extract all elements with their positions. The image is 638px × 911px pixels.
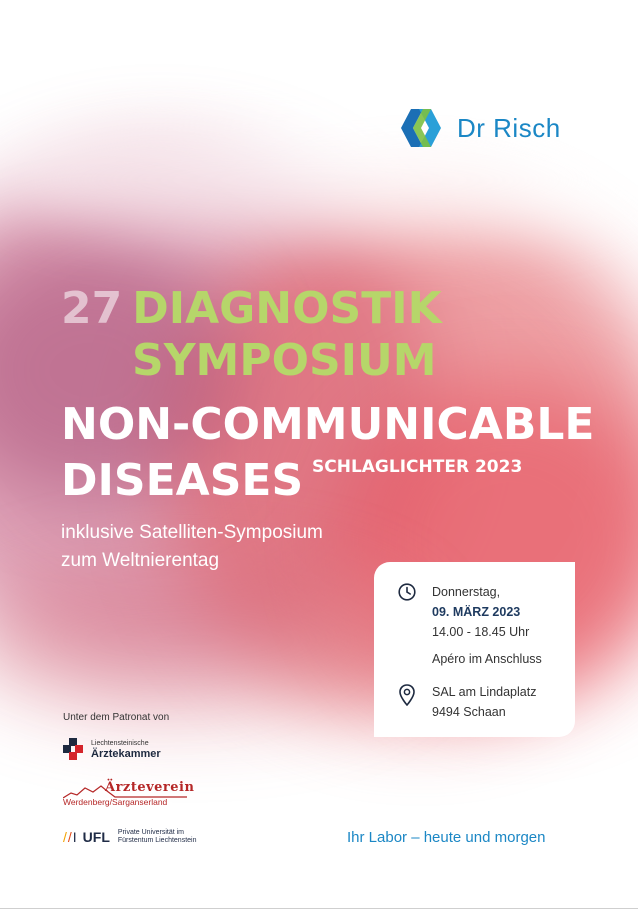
ufl-name: UFL [82,829,110,845]
event-venue: SAL am Lindaplatz [432,685,537,699]
aerztekammer-logo [63,738,161,760]
event-location [432,682,536,722]
aerztekammer-small-text: Liechtensteinische [91,740,149,747]
ufl-bars-icon: //I [63,829,78,845]
tagline: Ihr Labor – heute und morgen [347,829,546,846]
event-time: 14.00 - 18.45 Uhr [432,625,530,639]
aerztekammer-cross-icon [63,738,83,760]
aerzteverein-subtitle: Werdenberg/Sarganserland [63,797,168,807]
dr-risch-logo [401,108,561,148]
topic-line-1: NON-COMMUNICABLE [61,399,595,450]
bottom-divider [0,908,638,909]
event-apero: Apéro im Anschluss [432,652,542,666]
symposium-title [61,283,442,387]
clock-icon [398,583,416,601]
event-info-card [374,562,575,737]
series-label: SCHLAGLICHTER 2023 [312,457,523,477]
event-day: Donnerstag, [432,585,501,599]
patronage-label: Unter dem Patronat von [63,712,170,723]
ufl-logo [63,829,197,845]
event-city: 9494 Schaan [432,705,506,719]
aerztekammer-name: Ärztekammer [91,748,161,760]
title-symposium: SYMPOSIUM [132,335,437,386]
location-pin-icon [399,684,415,706]
subtitle-line-1: inklusive Satelliten-Symposium [61,522,323,543]
event-date: 09. MÄRZ 2023 [432,605,521,619]
edition-number: 27 [61,283,123,334]
logo-text: Dr Risch [457,112,561,143]
aerzteverein-title: Ärzteverein [105,780,195,795]
aerzteverein-logo [63,780,195,808]
subtitle [61,519,323,575]
ufl-desc-line-1: Private Universität im [117,829,185,836]
title-diagnostik: DIAGNOSTIK [132,283,442,334]
ufl-desc-line-2: Fürstentum Liechtenstein [117,837,197,844]
subtitle-line-2: zum Weltnierentag [61,550,220,571]
topic-line-2: DISEASES [61,455,304,506]
dr-risch-logo-icon [401,109,441,147]
topic-title [61,397,594,509]
event-datetime [432,582,529,642]
